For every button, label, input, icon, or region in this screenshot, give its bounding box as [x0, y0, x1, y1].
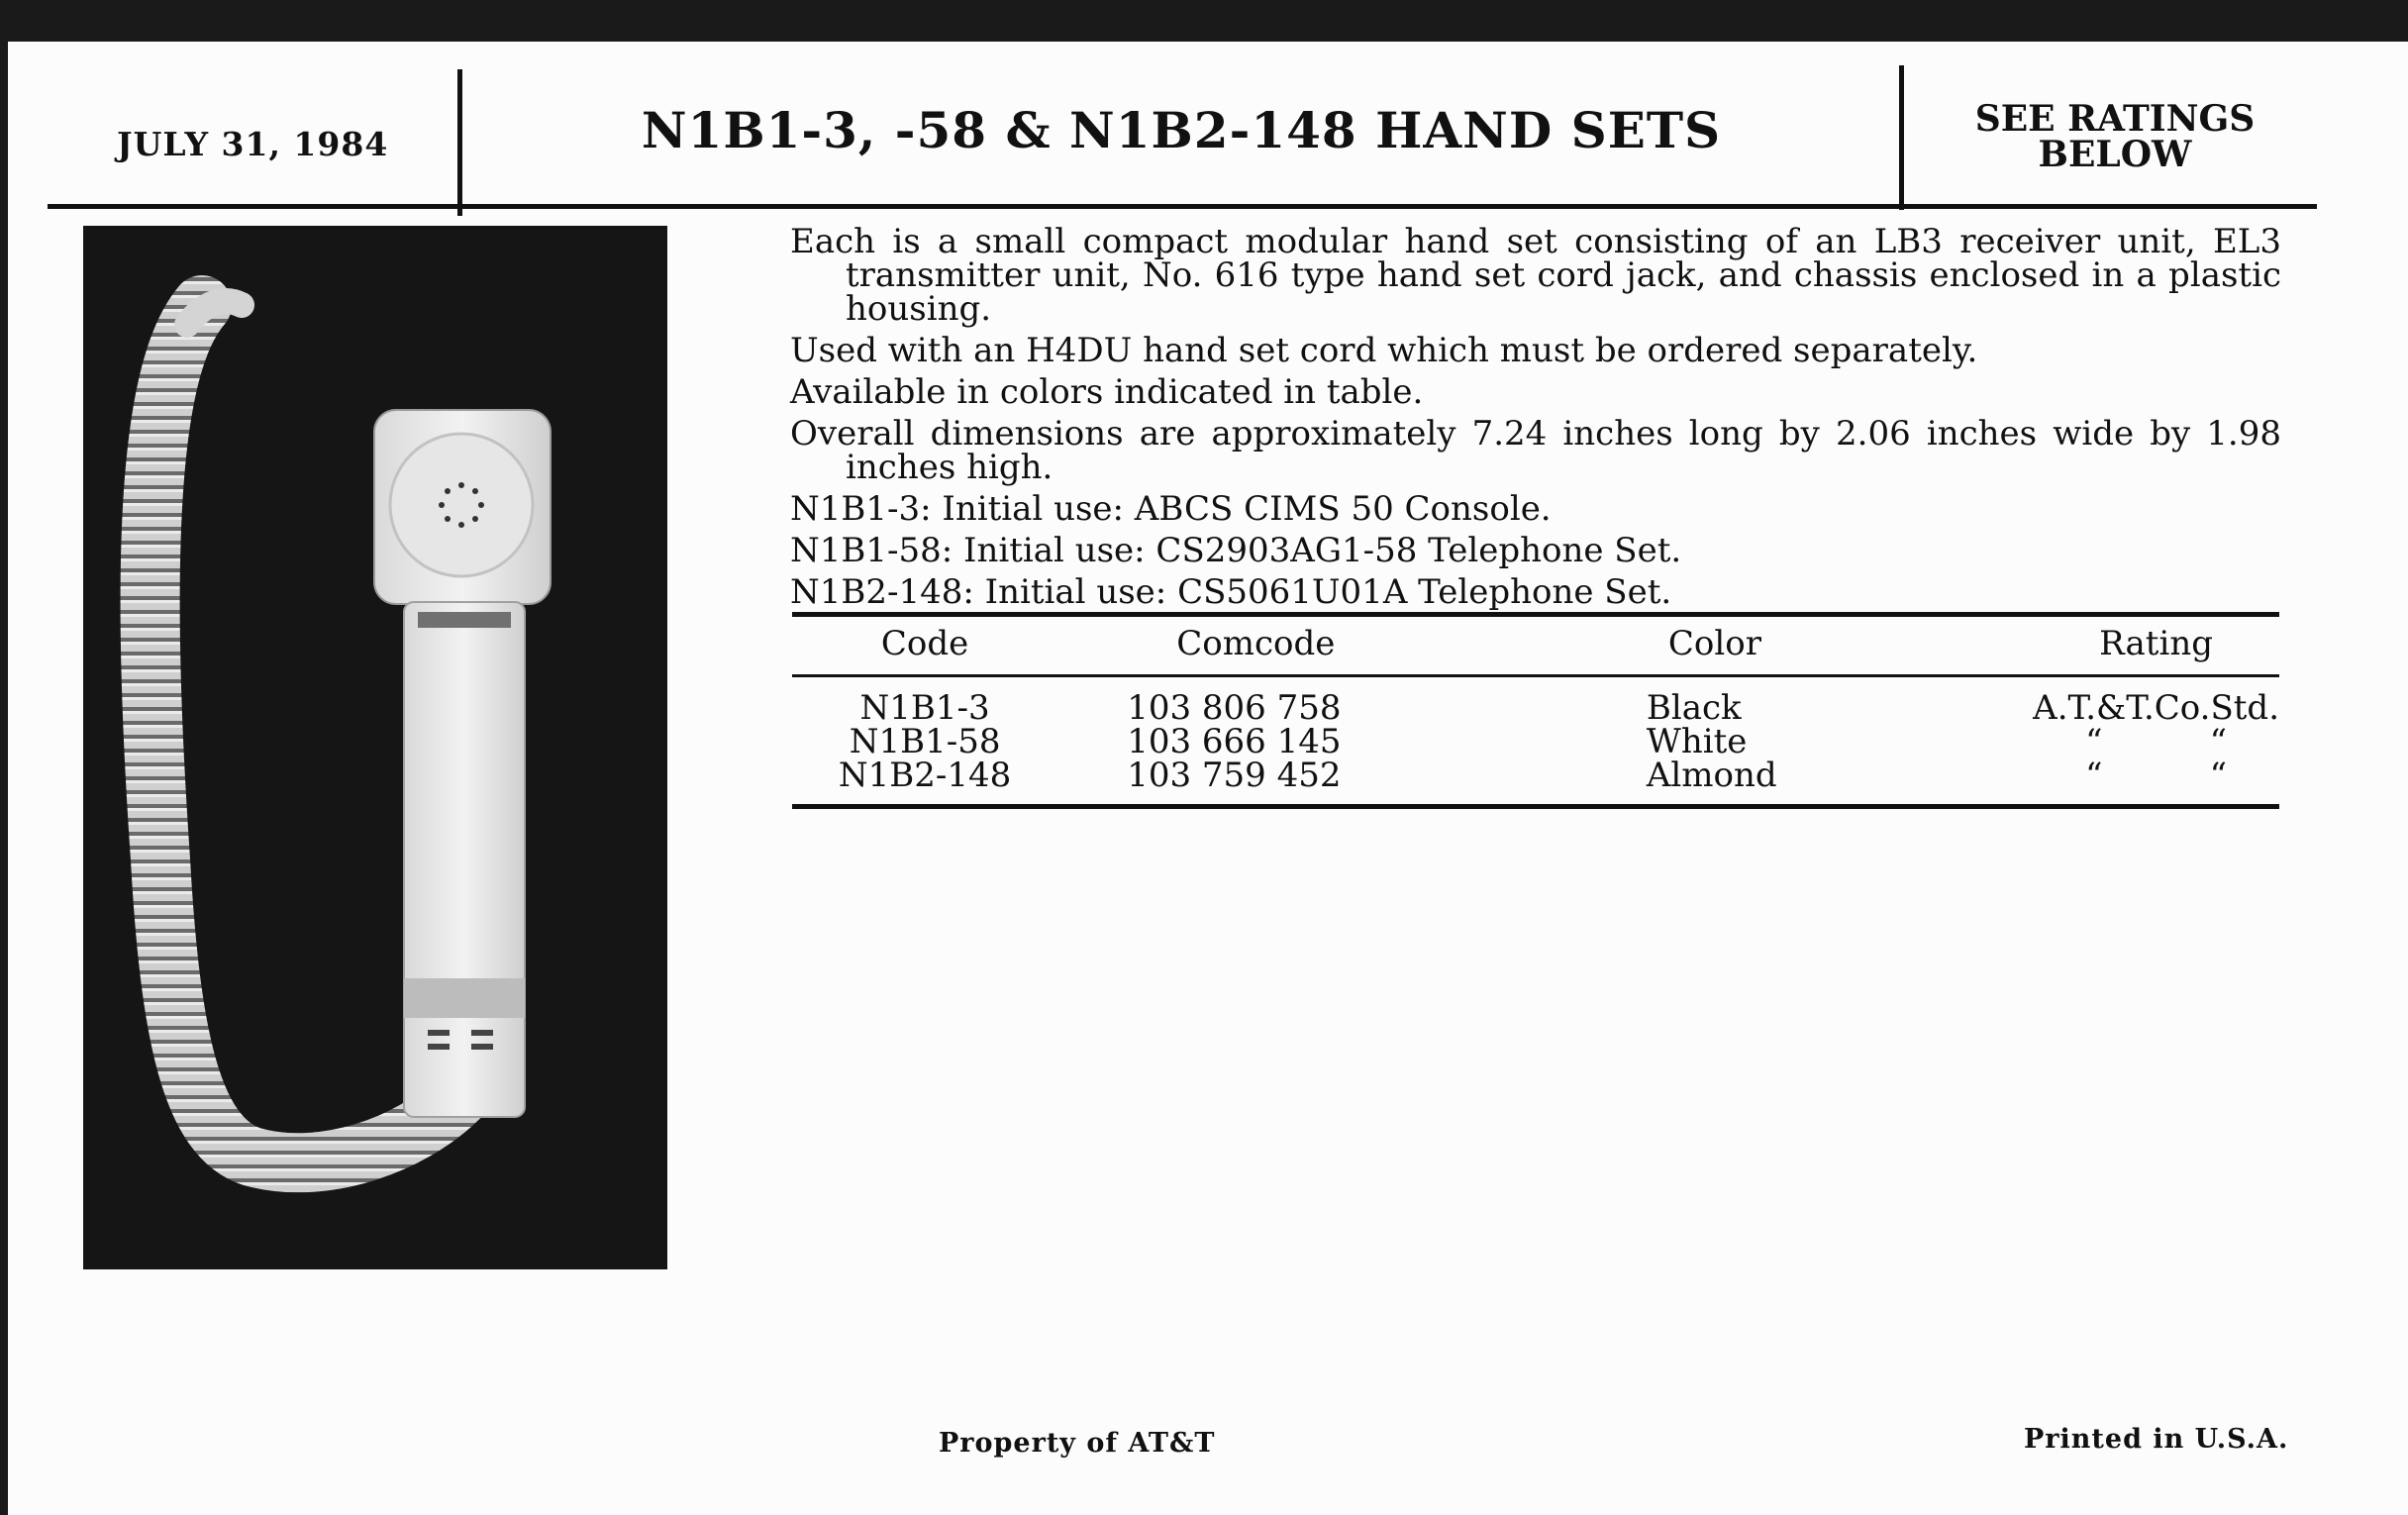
ratings-note-line1: SEE RATINGS — [1974, 98, 2256, 140]
col-header-color: Color — [1667, 624, 1761, 663]
table-header-row — [792, 617, 2279, 664]
description-paragraph: N1B2-148: Initial use: CS5061U01A Telephone Set. — [790, 572, 1672, 612]
sheet-header — [48, 57, 2325, 206]
cell-rating: A.T.&T.Co.Std. — [2033, 688, 2279, 728]
cell-color: White — [1646, 722, 1748, 761]
handset-photo-graphic — [83, 226, 667, 1269]
description-paragraph: Used with an H4DU hand set cord which must be ordered separately. — [790, 331, 1978, 370]
footer-printed: Printed in U.S.A. — [2024, 1424, 2289, 1455]
description-paragraph: N1B1-58: Initial use: CS2903AG1-58 Telephone Set. — [790, 531, 1682, 570]
cell-rating: “ “ — [2085, 722, 2227, 761]
table-rule-bottom — [792, 804, 2279, 809]
cell-color: Black — [1646, 688, 1742, 728]
col-header-code: Code — [880, 624, 969, 663]
description-paragraph: Overall dimensions are approximately 7.24 inches long by 2.06 inches wide by 1.98 inches high. — [790, 414, 2281, 487]
cell-rating: “ “ — [2085, 756, 2227, 795]
description-text — [790, 222, 2281, 617]
telephone-handset-with-coiled-cord-photo — [83, 226, 667, 1269]
codes-table — [792, 612, 2279, 809]
table-row — [792, 725, 2279, 758]
issue-date: JULY 31, 1984 — [117, 125, 389, 163]
spec-sheet-page — [8, 42, 2408, 1515]
codes-table-grid — [792, 617, 2279, 795]
ratings-note-line2: BELOW — [2038, 134, 2192, 175]
header-rule — [48, 204, 2317, 209]
header-divider-right — [1899, 65, 1904, 210]
table-row — [792, 758, 2279, 792]
cell-comcode: 103 806 758 — [1127, 688, 1342, 728]
ratings-note — [1905, 98, 2325, 175]
description-paragraph: Each is a small compact modular hand set consisting of an LB3 receiver unit, EL3 transmitter unit, No. 616 type hand set cord jack, and chassis enclosed in a plastic housing. — [790, 222, 2281, 329]
cell-comcode: 103 759 452 — [1127, 756, 1342, 795]
table-row — [792, 677, 2279, 725]
cell-code: N1B2-148 — [838, 756, 1012, 795]
sheet-title: N1B1-3, -58 & N1B2-148 HAND SETS — [641, 101, 1722, 159]
description-paragraph: N1B1-3: Initial use: ABCS CIMS 50 Console. — [790, 489, 1552, 529]
cell-comcode: 103 666 145 — [1127, 722, 1342, 761]
footer-property: Property of AT&T — [939, 1428, 1216, 1459]
col-header-comcode: Comcode — [1176, 624, 1336, 663]
col-header-rating: Rating — [2099, 624, 2214, 663]
cell-color: Almond — [1646, 756, 1777, 795]
cell-code: N1B1-58 — [849, 722, 1001, 761]
description-paragraph: Available in colors indicated in table. — [790, 372, 1424, 412]
cell-code: N1B1-3 — [859, 688, 990, 728]
header-divider-left — [457, 69, 462, 216]
